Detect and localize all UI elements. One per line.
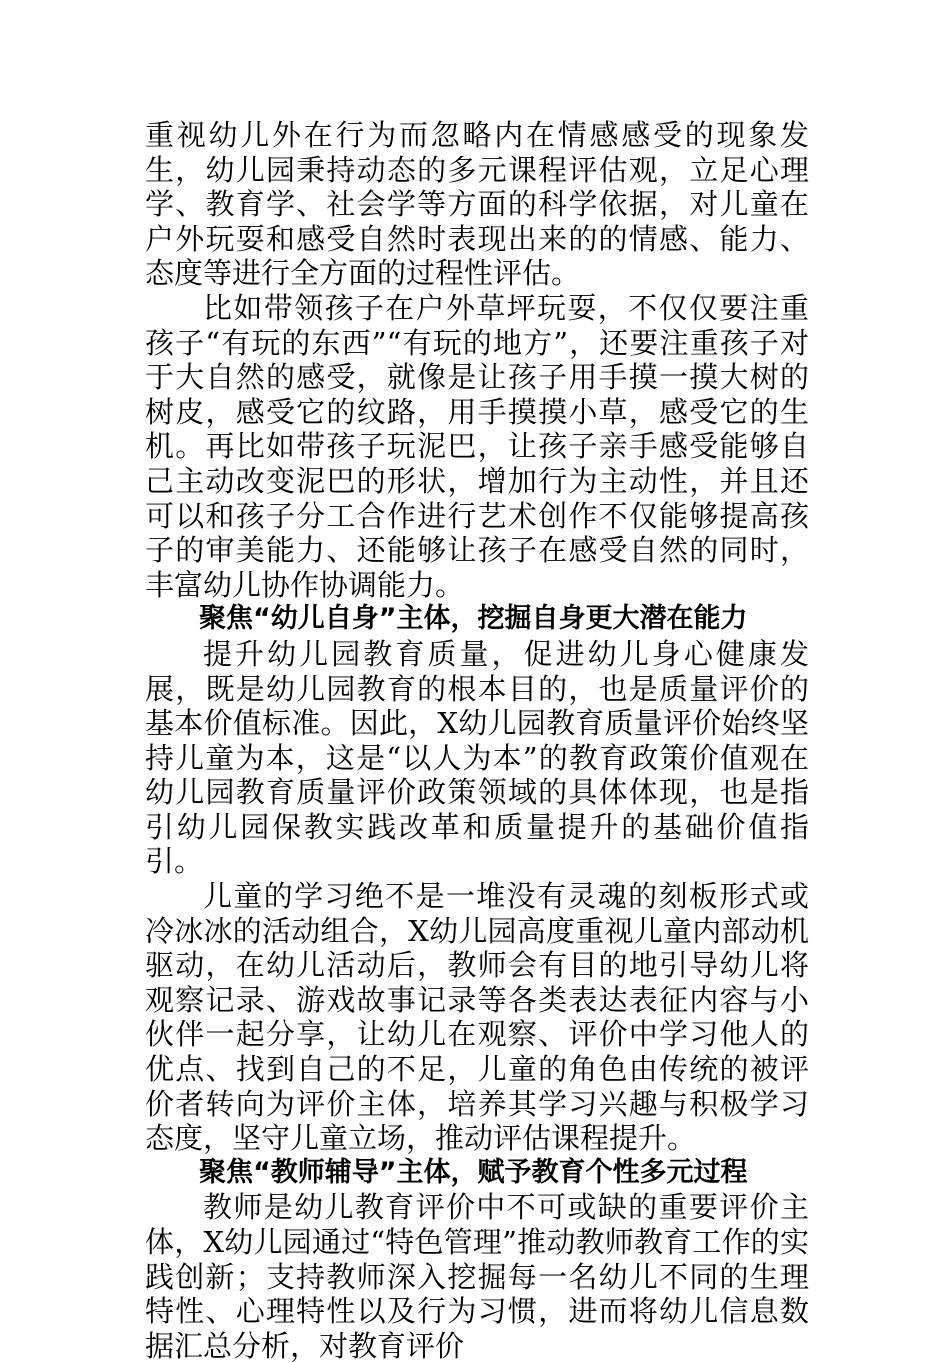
paragraph-teacher-evaluation: 教师是幼儿教育评价中不可或缺的重要评价主体，X幼儿园通过“特色管理”推动教师教育工作的实践创新；支持教师深入挖掘每一名幼儿不同的生理特性、心理特性以及行为习惯，进而将幼儿信息数据汇总分析，对教育评价: [145, 1190, 809, 1363]
section-heading-teacher-subject: 聚焦“教师辅导”主体，赋予教育个性多元过程: [199, 1156, 748, 1188]
paragraph-child-learning: 儿童的学习绝不是一堆没有灵魂的刻板形式或冷冰冰的活动组合，X幼儿园高度重视儿童内部动机驱动，在幼儿活动后，教师会有目的地引导幼儿将观察记录、游戏故事记录等各类表达表征内容与小伙伴一起分享，让幼儿在观察、评价中学习他人的优点、找到自己的不足，儿童的角色由传统的被评价者转向为评价主体，培养其学习兴趣与积极学习态度，坚守儿童立场，推动评估课程提升。: [145, 879, 809, 1156]
section-heading-child-subject: 聚焦“幼儿自身”主体，挖掘自身更大潜在能力: [199, 603, 748, 635]
document-body: [145, 118, 809, 1363]
paragraph-education-quality: 提升幼儿园教育质量，促进幼儿身心健康发展，既是幼儿园教育的根本目的，也是质量评价的基本价值标准。因此，X幼儿园教育质量评价始终坚持儿童为本，这是“以人为本”的教育政策价值观在幼儿园教育质量评价政策领域的具体体现，也是指引幼儿园保教实践改革和质量提升的基础价值指引。: [145, 636, 809, 879]
paragraph-outdoor-play: 比如带领孩子在户外草坪玩耍，不仅仅要注重孩子“有玩的东西”“有玩的地方”，还要注重孩子对于大自然的感受，就像是让孩子用手摸一摸大树的树皮，感受它的纹路，用手摸摸小草，感受它的生机。再比如带孩子玩泥巴，让孩子亲手感受能够自己主动改变泥巴的形状，增加行为主动性，并且还可以和孩子分工合作进行艺术创作不仅能够提高孩子的审美能力、还能够让孩子在感受自然的同时，丰富幼儿协作协调能力。: [145, 290, 809, 602]
paragraph-continuation: 重视幼儿外在行为而忽略内在情感感受的现象发生，幼儿园秉持动态的多元课程评估观，立足心理学、教育学、社会学等方面的科学依据，对儿童在户外玩耍和感受自然时表现出来的的情感、能力、态度等进行全方面的过程性评估。: [145, 118, 809, 291]
